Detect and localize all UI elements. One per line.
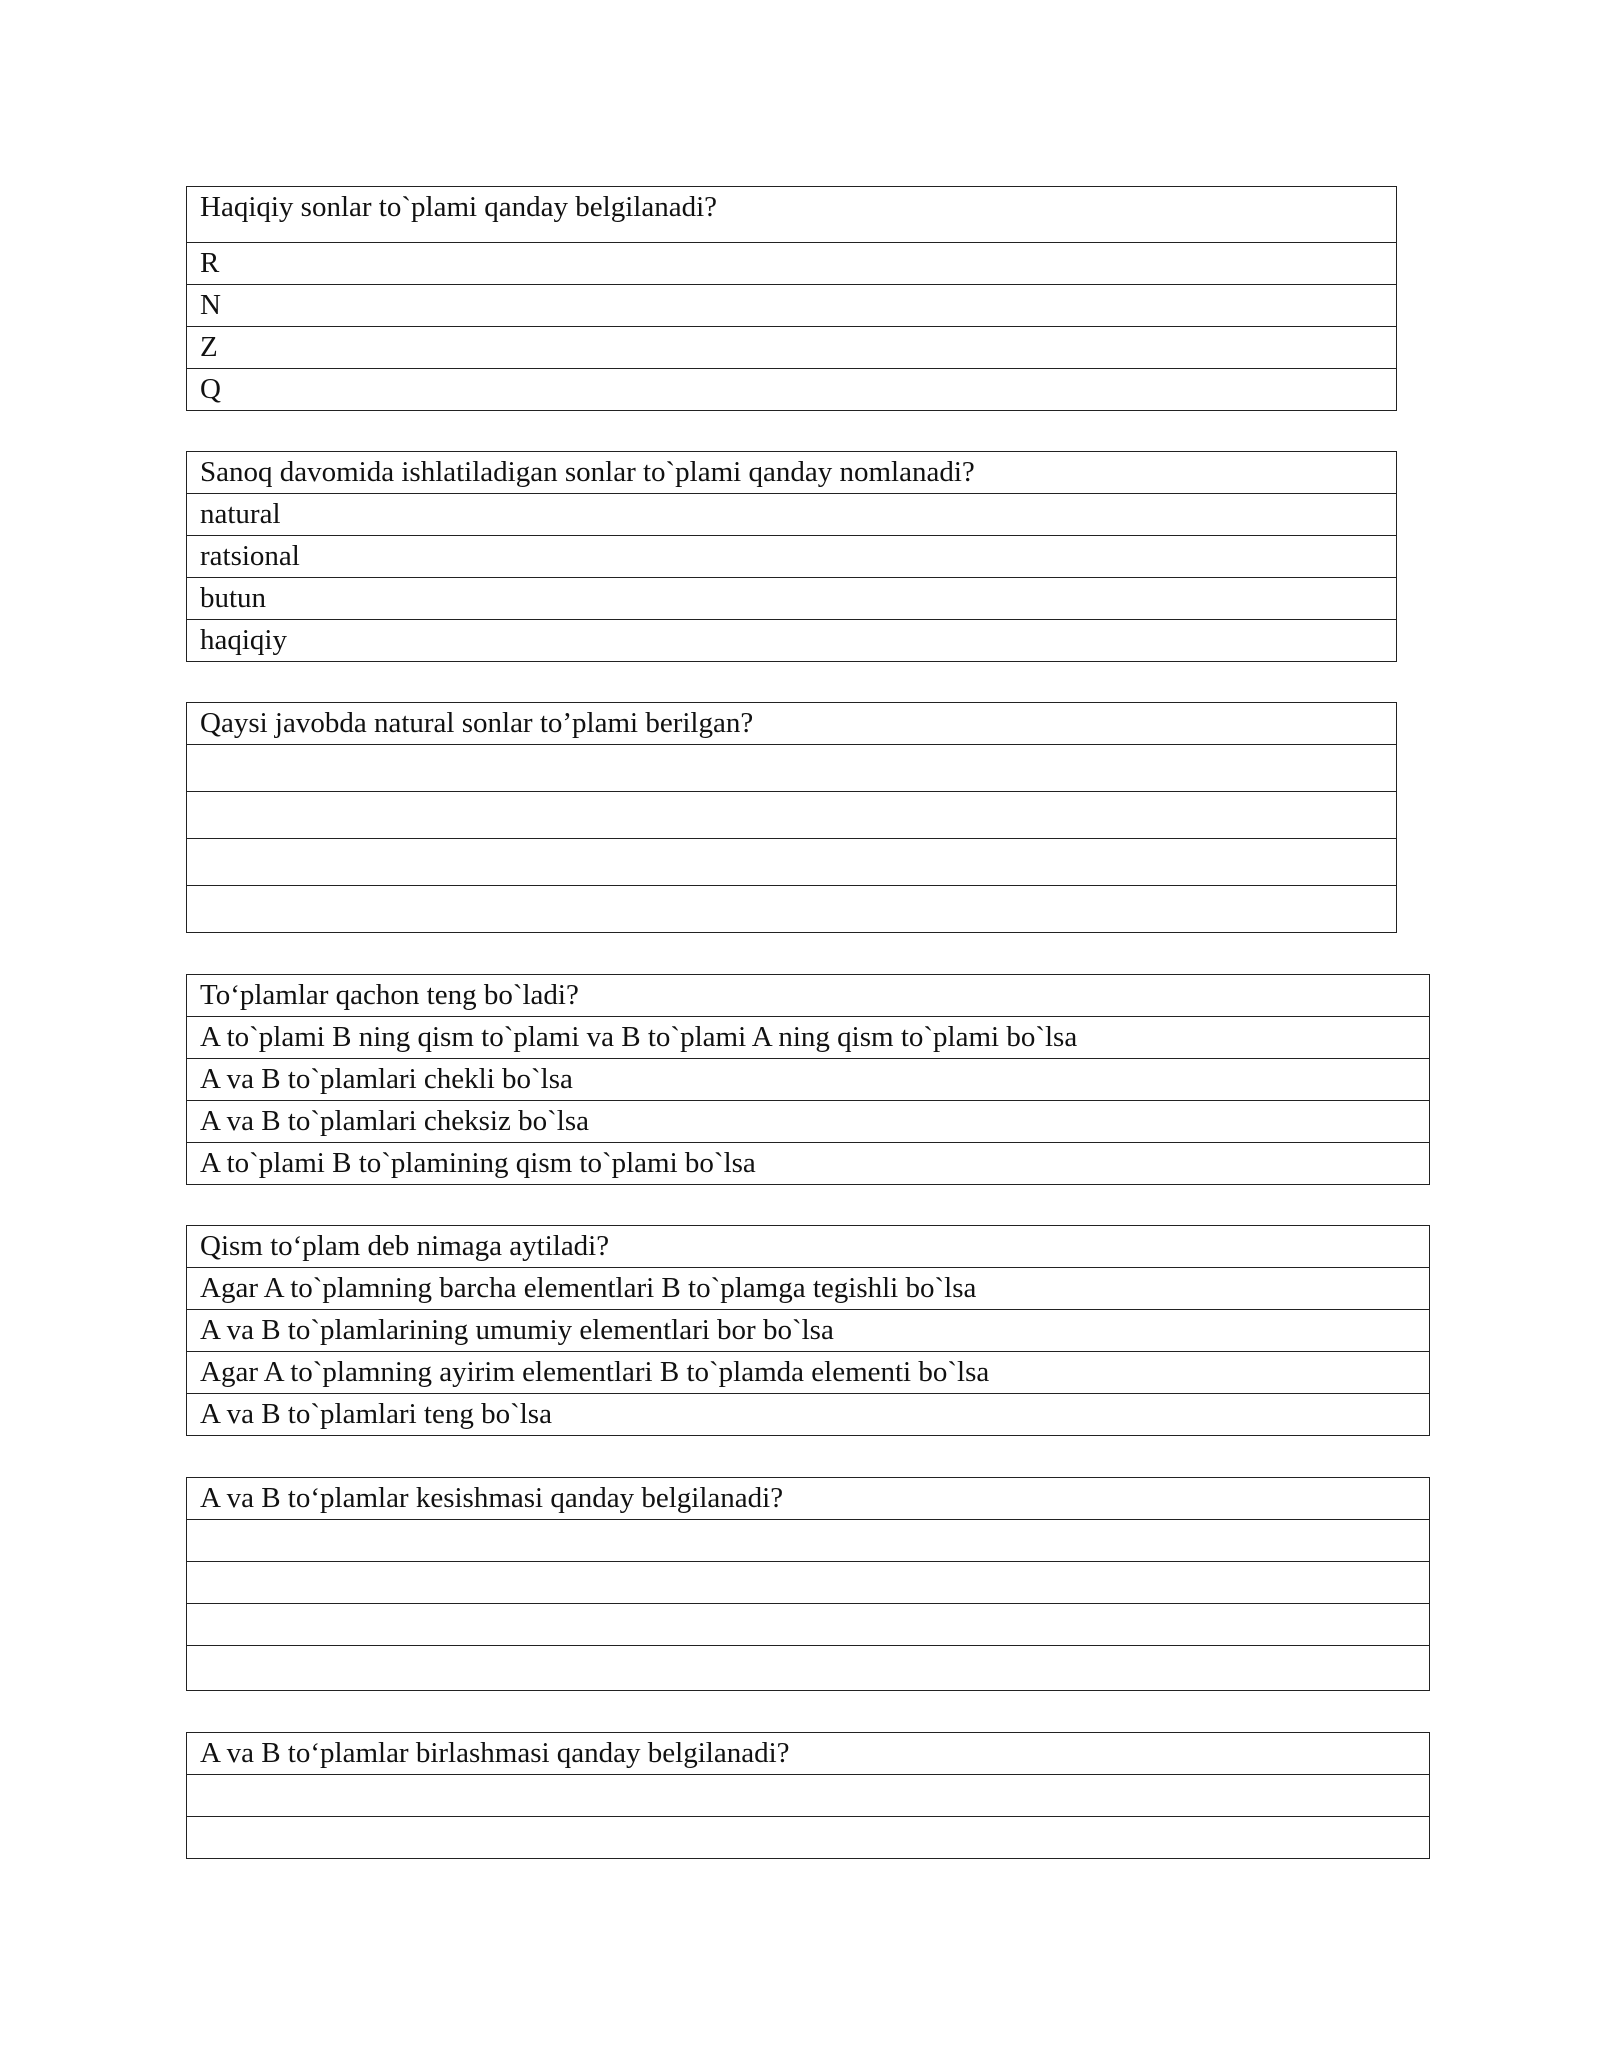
answer-option: ratsional <box>187 536 1397 578</box>
question-table-5 <box>186 1225 1430 1436</box>
answer-option <box>187 792 1397 839</box>
question-table-3 <box>186 702 1397 933</box>
question-table-1 <box>186 186 1397 411</box>
question-table-7 <box>186 1732 1430 1859</box>
question-table-2 <box>186 451 1397 662</box>
question-text: To‘plamlar qachon teng bo`ladi? <box>187 975 1430 1017</box>
question-text: Sanoq davomida ishlatiladigan sonlar to`plami qanday nomlanadi? <box>187 452 1397 494</box>
answer-option: butun <box>187 578 1397 620</box>
question-text: Qism to‘plam deb nimaga aytiladi? <box>187 1226 1430 1268</box>
answer-option: A va B to`plamlarining umumiy elementlari bor bo`lsa <box>187 1310 1430 1352</box>
question-text: Qaysi javobda natural sonlar to’plami berilgan? <box>187 703 1397 745</box>
answer-option <box>187 1646 1430 1691</box>
answer-option: Q <box>187 369 1397 411</box>
answer-option <box>187 1520 1430 1562</box>
answer-option <box>187 1562 1430 1604</box>
question-text: Haqiqiy sonlar to`plami qanday belgilanadi? <box>187 187 1397 243</box>
question-text: A va B to‘plamlar kesishmasi qanday belgilanadi? <box>187 1478 1430 1520</box>
answer-option: natural <box>187 494 1397 536</box>
answer-option <box>187 886 1397 933</box>
answer-option: A va B to`plamlari cheksiz bo`lsa <box>187 1101 1430 1143</box>
answer-option: A to`plami B ning qism to`plami va B to`plami A ning qism to`plami bo`lsa <box>187 1017 1430 1059</box>
question-text: A va B to‘plamlar birlashmasi qanday belgilanadi? <box>187 1733 1430 1775</box>
question-table-4 <box>186 974 1430 1185</box>
answer-option: Agar A to`plamning barcha elementlari B to`plamga tegishli bo`lsa <box>187 1268 1430 1310</box>
answer-option: N <box>187 285 1397 327</box>
answer-option: A va B to`plamlari teng bo`lsa <box>187 1394 1430 1436</box>
answer-option <box>187 1775 1430 1817</box>
answer-option: Agar A to`plamning ayirim elementlari B to`plamda elementi bo`lsa <box>187 1352 1430 1394</box>
answer-option: haqiqiy <box>187 620 1397 662</box>
answer-option: R <box>187 243 1397 285</box>
question-table-6 <box>186 1477 1430 1691</box>
answer-option: Z <box>187 327 1397 369</box>
answer-option: A va B to`plamlari chekli bo`lsa <box>187 1059 1430 1101</box>
answer-option <box>187 745 1397 792</box>
answer-option <box>187 839 1397 886</box>
answer-option <box>187 1604 1430 1646</box>
answer-option <box>187 1817 1430 1859</box>
answer-option: A to`plami B to`plamining qism to`plami bo`lsa <box>187 1143 1430 1185</box>
